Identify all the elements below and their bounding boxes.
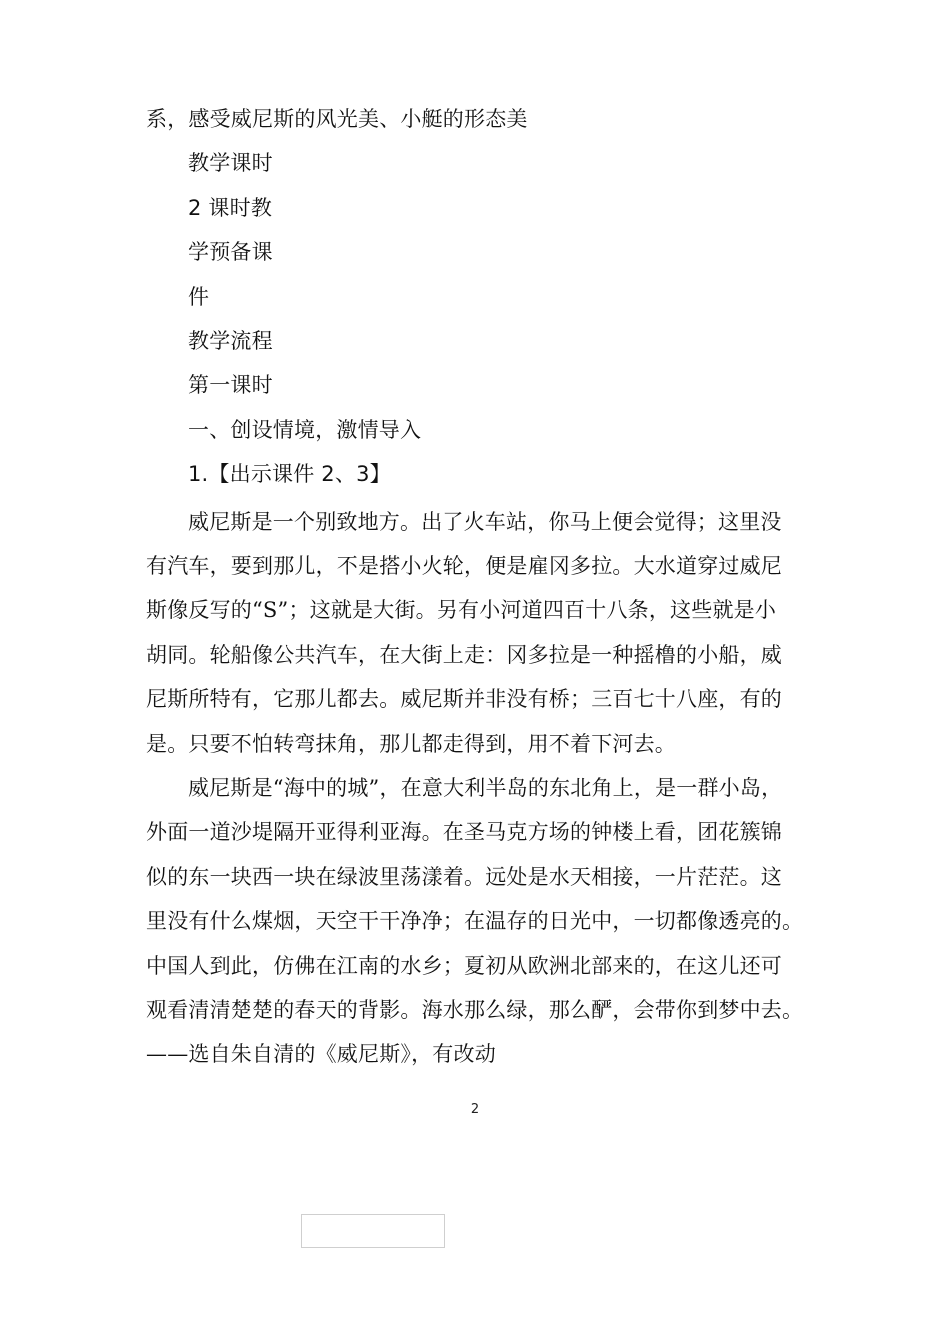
page-number: 2 [470,1102,480,1117]
paragraph1-line: 是。只要不怕转弯抹角，那儿都走得到，用不着下河去。 [146,732,676,756]
paragraph1-line: 威尼斯是一个别致地方。出了火车站，你马上便会觉得；这里没 [188,510,782,534]
source-citation: ——选自朱自清的《威尼斯》，有改动 [146,1042,496,1066]
heading-teaching-process: 教学流程 [188,329,273,353]
paragraph1-line: 有汽车，要到那儿，不是搭小火轮，便是雇冈多拉。大水道穿过威尼 [146,554,782,578]
paragraph1-line: 胡同。轮船像公共汽车，在大街上走：冈多拉是一种摇橹的小船，威 [146,643,782,667]
paragraph2-line: 外面一道沙堤隔开亚得利亚海。在圣马克方场的钟楼上看，团花簇锦 [146,820,782,844]
heading-first-lesson: 第一课时 [188,373,273,397]
text-line-preparation: 学预备课 [188,240,273,264]
heading-teaching-hours: 教学课时 [188,151,273,175]
paragraph2-line: 里没有什么煤烟，天空干干净净；在温存的日光中，一切都像透亮的。 [146,909,804,933]
text-line-show-courseware: 1.【出示课件 2、3】 [188,462,391,486]
paragraph2-line: 中国人到此，仿佛在江南的水乡；夏初从欧洲北部来的，在这儿还可 [146,954,782,978]
text-line-courseware: 件 [188,285,210,309]
footer-box [301,1214,445,1248]
paragraph1-line: 斯像反写的“S”；这就是大街。另有小河道四百十八条，这些就是小 [146,598,777,622]
paragraph1-line: 尼斯所特有，它那儿都去。威尼斯并非没有桥；三百七十八座，有的 [146,687,782,711]
text-line-intro: 系，感受威尼斯的风光美、小艇的形态美 [146,107,528,131]
text-line-hours: 2 课时教 [188,196,273,220]
paragraph2-line: 似的东一块西一块在绿波里荡漾着。远处是水天相接，一片茫茫。这 [146,865,782,889]
heading-section-one: 一、创设情境，激情导入 [188,418,422,442]
paragraph2-line: 威尼斯是“海中的城”，在意大利半岛的东北角上，是一群小岛， [188,776,783,800]
paragraph2-line: 观看清清楚楚的春天的背影。海水那么绿，那么酽，会带你到梦中去。 [146,998,804,1022]
